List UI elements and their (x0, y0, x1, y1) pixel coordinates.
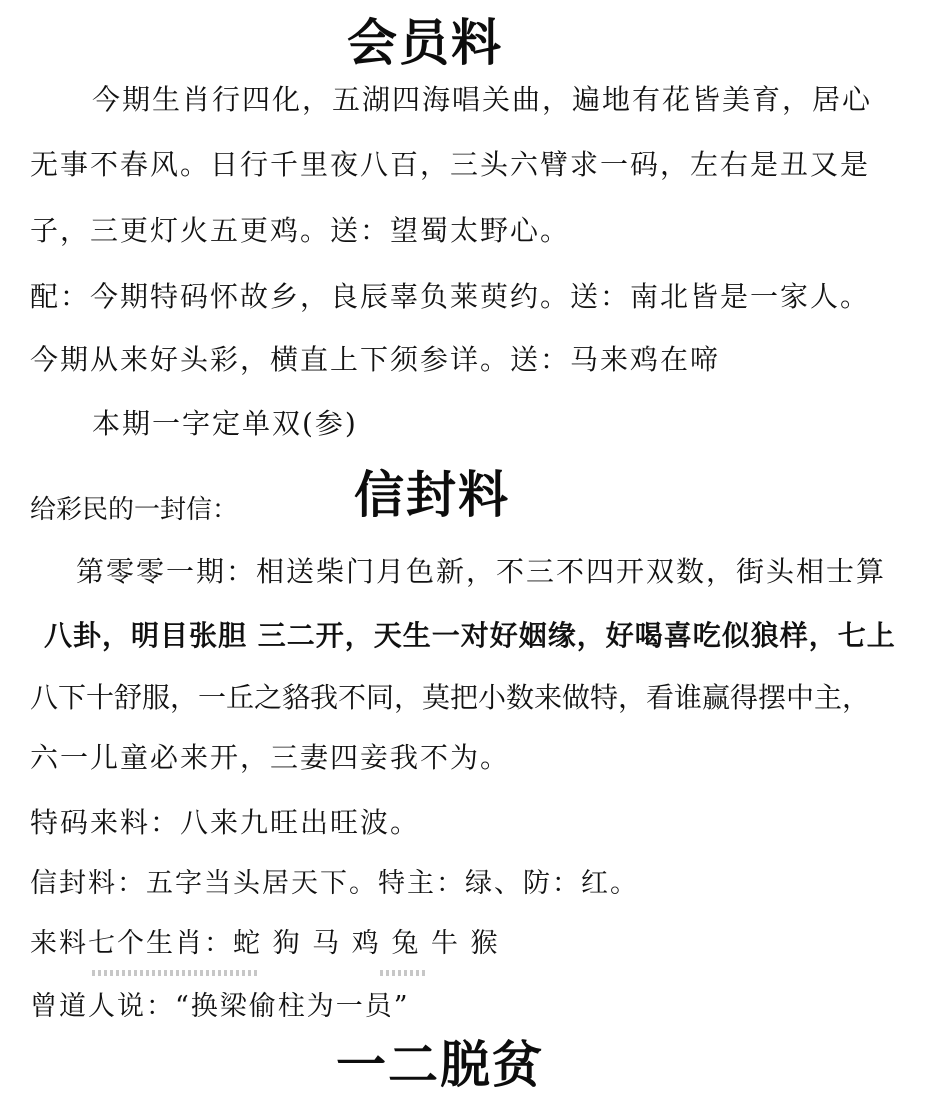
member-line-4: 配：今期特码怀故乡，良辰辜负莱萸约。送：南北皆是一家人。 (30, 280, 871, 313)
envelope-line-8: 曾道人说：“换梁偷柱为一员” (30, 991, 410, 1022)
member-line-3: 子，三更灯火五更鸡。送：望蜀太野心。 (30, 214, 571, 247)
member-line-6: 本期一字定单双(参) (92, 407, 358, 440)
footer-title: 一二脱贫 (336, 1035, 544, 1094)
scan-smudge (92, 970, 260, 976)
member-line-2: 无事不春风。日行千里夜八百，三头六臂求一码，左右是丑又是 (30, 148, 871, 181)
member-line-1: 今期生肖行四化，五湖四海唱关曲，遍地有花皆美育，居心 (92, 83, 873, 116)
envelope-line-5: 特码来料：八来九旺出旺波。 (30, 806, 421, 839)
envelope-section-title: 信封料 (354, 465, 510, 524)
envelope-intro: 给彩民的一封信： (30, 495, 239, 525)
envelope-line-4: 六一儿童必来开，三妻四妾我不为。 (30, 741, 511, 774)
envelope-line-7: 来料七个生肖：蛇 狗 马 鸡 兔 牛 猴 (30, 928, 500, 959)
envelope-line-2: 八卦，明目张胆 三二开，天生一对好姻缘，好喝喜吃似狼样，七上 (44, 619, 896, 652)
member-section-title: 会员料 (347, 13, 503, 72)
envelope-line-3: 八下十舒服，一丘之貉我不同，莫把小数来做特，看谁赢得摆中主， (30, 681, 871, 714)
member-line-5: 今期从来好头彩，横直上下须参详。送：马来鸡在啼 (30, 343, 721, 376)
envelope-line-6: 信封料：五字当头居天下。特主：绿、防：红。 (30, 868, 639, 899)
scan-smudge (380, 970, 426, 976)
envelope-line-1: 第零零一期：相送柴门月色新，不三不四开双数，街头相士算 (76, 555, 887, 588)
